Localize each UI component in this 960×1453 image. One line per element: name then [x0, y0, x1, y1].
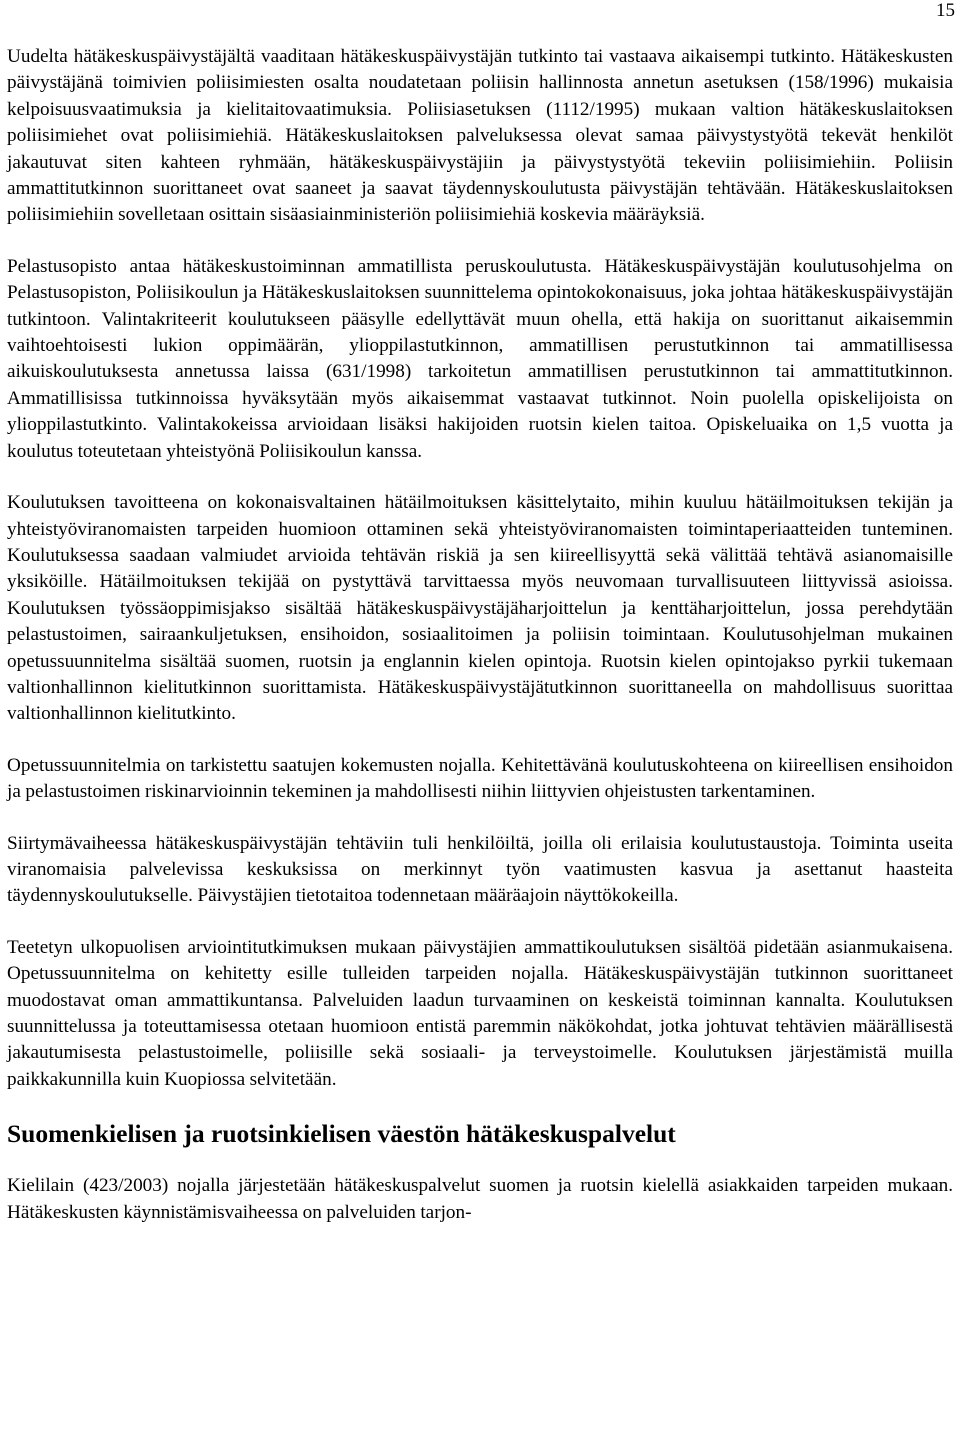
body-text: [7, 44, 953, 1226]
page-number: 15: [936, 0, 955, 21]
paragraph-training-goals: Koulutuksen tavoitteena on kokonaisvaltainen hätäilmoituksen käsittelytaito, mihin kuuluu hätäilmoituksen tekijän ja yhteistyöviranomaisten tarpeiden huomioon ottaminen sekä yhteistyöviranomaisten toimintaperiaatteiden tunteminen. Koulutuksessa saadaan valmiudet arvioida tehtävän riskiä ja sen kiireellisyyttä sekä välittää tehtävä asianomaisille yksiköille. Hätäilmoituksen tekijää on pystyttävä tarvittaessa myös neuvomaan turvallisuuteen liittyvissä asioissa. Koulutuksen työssäoppimisjakso sisältää hätäkeskuspäivystäjäharjoittelun ja kenttäharjoittelun, jossa perehdytään pelastustoimen, sairaankuljetuksen, ensihoidon, sosiaalitoimen ja poliisin toimintaan. Koulutusohjelman mukainen opetussuunnitelma sisältää suomen, ruotsin ja englannin kielen opintoja. Ruotsin kielen opintojakso pyrkii tukemaan valtionhallinnon kielitutkinnon suorittamista. Hätäkeskuspäivystäjätutkinnon suorittaneella on mahdollisuus suorittaa valtionhallinnon kielitutkinto.: [7, 492, 953, 725]
paragraph-curriculum-review: Opetussuunnitelmia on tarkistettu saatujen kokemusten nojalla. Kehitettävänä koulutuskohteena on kiireellisen ensihoidon ja pelastustoimen riskinarvioinnin tekeminen ja mahdollisesti niihin liittyvien ohjeistusten tarkentaminen.: [7, 754, 953, 803]
section-heading: Suomenkielisen ja ruotsinkielisen väestön hätäkeskuspalvelut: [7, 1119, 676, 1149]
paragraph-qualification-requirements: Uudelta hätäkeskuspäivystäjältä vaaditaan hätäkeskuspäivystäjän tutkinto tai vastaava aikaisempi tutkinto. Hätäkeskusten päivystäjänä toimivien poliisimiesten osalta noudatetaan poliisin hallinnosta annetun asetuksen (158/1996) mukaisia kelpoisuusvaatimuksia ja kielitaitovaatimuksia. Poliisiasetuksen (1112/1995) mukaan valtion hätäkeskuslaitoksen poliisimiehet ovat poliisimiehiä. Hätäkeskuslaitoksen palveluksessa olevat samaa päivystystyötä tekevät henkilöt jakautuvat siten kahteen ryhmään, hätäkeskuspäivystäjiin ja päivystystyötä tekeviin poliisimiehiin. Poliisin ammattitutkinnon suorittaneet ovat saaneet ja saavat täydennyskoulutusta päivystäjän tehtävään. Hätäkeskuslaitoksen poliisimiehiin sovelletaan osittain sisäasiainministeriön poliisimiehiä koskevia määräyksiä.: [7, 46, 953, 226]
paragraph-basic-training: Pelastusopisto antaa hätäkeskustoiminnan ammatillista peruskoulutusta. Hätäkeskuspäivystäjän koulutusohjelma on Pelastusopiston, Poliisikoulun ja Hätäkeskuslaitoksen suunnittelema opintokokonaisuus, joka johtaa hätäkeskuspäivystäjän tutkintoon. Valintakriteerit koulutukseen pääsylle edellyttävät muun ohella, että hakija on suorittanut aikaisemmin vaihtoehtoisesti lukion oppimäärän, ylioppilastutkinnon, ammatillisen perustutkinnon tai ammatillisessa aikuiskoulutuksesta annetussa laissa (631/1998) tarkoitetun ammatillisen perustutkinnon tai ammattitutkinnon. Ammatillisissa tutkinnoissa hyväksytään myös aikaisemmat vastaavat tutkinnot. Noin puolella opiskelijoista on ylioppilastutkinto. Valintakokeissa arvioidaan lisäksi hakijoiden ruotsin kielen taitoa. Opiskeluaika on 1,5 vuotta ja koulutus toteutetaan yhteistyönä Poliisikoulun kanssa.: [7, 255, 953, 462]
paragraph-transition-phase: Siirtymävaiheessa hätäkeskuspäivystäjän tehtäviin tuli henkilöiltä, joilla oli erilaisia koulutustaustoja. Toiminta useita viranomaisia palvelevissa keskuksissa on merkinnyt työn vaatimusten kasvua ja asettanut haasteita täydennyskoulutukselle. Päivystäjien tietotaitoa todennetaan määräajoin näyttökokeilla.: [7, 832, 953, 907]
paragraph-evaluation-study: Teetetyn ulkopuolisen arviointitutkimuksen mukaan päivystäjien ammattikoulutuksen sisältöä pidetään asianmukaisena. Opetussuunnitelma on kehitetty esille tulleiden tarpeiden nojalla. Hätäkeskuspäivystäjän tutkinnon suorittaneet muodostavat oman ammattikuntansa. Palveluiden laadun turvaaminen on keskeistä toiminnan kannalta. Koulutuksen suunnittelussa ja toteuttamisessa otetaan huomioon entistä paremmin näkökohdat, jotka johtuvat tehtävien määrällisestä jakautumisesta pelastustoimelle, poliisille sekä sosiaali- ja terveystoimelle. Koulutuksen järjestämistä muilla paikkakunnilla kuin Kuopiossa selvitetään.: [7, 936, 953, 1090]
document-page: [7, 0, 953, 1453]
paragraph-language-law: Kielilain (423/2003) nojalla järjestetään hätäkeskuspalvelut suomen ja ruotsin kielellä asiakkaiden tarpeiden mukaan. Hätäkeskusten käynnistämisvaiheessa on palveluiden tarjon-: [7, 1175, 953, 1223]
